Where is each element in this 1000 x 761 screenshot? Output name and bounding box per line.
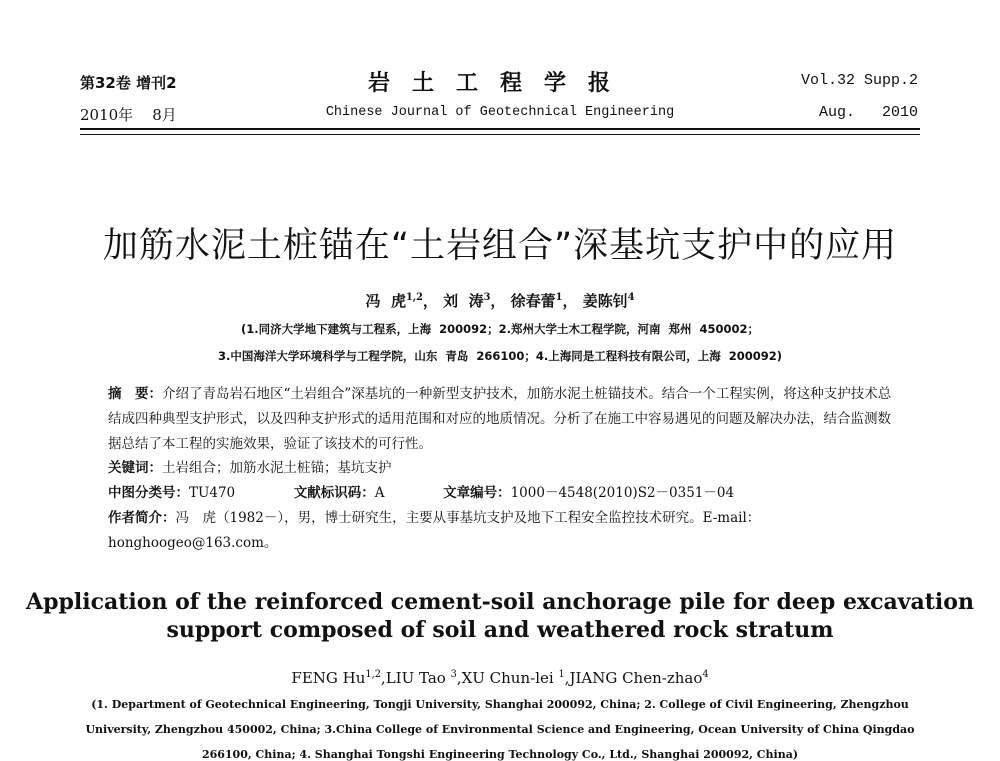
author-cn: 姜陈钊$^4$: [582, 292, 635, 310]
date-en: Aug. 2010: [818, 104, 918, 121]
abstract-label: 摘 要：: [108, 386, 162, 402]
keywords-cn: [108, 456, 898, 481]
author-bio-cn: [108, 506, 898, 556]
author-en: FENG Hu$^{1,2}$: [291, 669, 381, 687]
author-en: LIU Tao $^3$: [385, 669, 457, 687]
journal-name-cn: 岩土工程学报: [367, 70, 632, 96]
paper-title-cn: 加筋水泥土桩锚在“土岩组合”深基坑支护中的应用: [102, 226, 898, 266]
article-no-value: 1000－4548(2010)S2－0351－04: [510, 485, 735, 501]
date-cn: 2010年 8月: [80, 106, 177, 124]
author-cn: 刘 涛$^3$: [443, 292, 491, 310]
paper-title-en-line1: Application of the reinforced cement-soil anchorage pile for deep excavation: [26, 589, 974, 615]
keywords-label: 关键词：: [108, 460, 162, 476]
author-cn: 徐春蕾$^1$: [510, 292, 563, 310]
keywords-text: 土岩组合；加筋水泥土桩锚；基坑支护: [162, 460, 392, 476]
author-bio-text: 冯 虎（1982－），男，博士研究生，主要从事基坑支护及地下工程安全监控技术研究。E-mail：honghoogeo@163.com。: [108, 510, 761, 551]
paper-title-en: [0, 588, 1000, 644]
abstract-cn: [108, 382, 898, 457]
paper-title-en-line2: support composed of soil and weathered rock stratum: [166, 617, 834, 643]
clc-label: 中图分类号：: [108, 485, 189, 501]
volume-issue-en: Vol.32 Supp.2: [800, 72, 918, 89]
clc-value: TU470: [189, 485, 236, 501]
author-en: XU Chun-lei $^1$: [461, 669, 565, 687]
author-bio-label: 作者简介：: [108, 510, 176, 526]
article-no-label: 文章编号：: [443, 485, 511, 501]
journal-name-en: Chinese Journal of Geotechnical Engineering: [325, 105, 675, 120]
doc-code-value: A: [374, 485, 385, 501]
affiliation-en-line1: (1. Department of Geotechnical Engineering, Tongji University, Shanghai 200092, China; 2. College of Civil Engineering, Zhengzhou: [91, 698, 909, 711]
author-cn: 冯 虎$^{1,2}$: [365, 292, 423, 310]
doc-code-label: 文献标识码：: [293, 485, 375, 501]
affiliation-cn-line2: 3.中国海洋大学环境科学与工程学院，山东 青岛 266100；4.上海同是工程科技有限公司，上海 200092): [217, 349, 783, 363]
header-rule-thick: [80, 128, 920, 130]
classification-line: [108, 481, 898, 506]
volume-issue-cn: 第32卷 增刊2: [80, 74, 177, 92]
affiliation-en-line2: University, Zhengzhou 450002, China; 3.China College of Environmental Science and Engineering, Ocean University of China Qingdao: [85, 723, 915, 736]
author-list-cn: 冯 虎$^{1,2}$， 刘 涛$^3$， 徐春蕾$^1$， 姜陈钊$^4$: [365, 292, 635, 310]
affiliation-en-line3: 266100, China; 4. Shanghai Tongshi Engineering Technology Co., Ltd., Shanghai 200092, China): [201, 748, 799, 761]
abstract-text: 介绍了青岛岩石地区“土岩组合”深基坑的一种新型支护技术，加筋水泥土桩锚技术。结合一个工程实例，将这种支护技术总结成四种典型支护形式，以及四种支护形式的适用范围和对应的地质情况。分析了在施工中容易遇见的问题及解决办法，结合监测数据总结了本工程的实施效果，验证了该技术的可行性。: [108, 386, 892, 452]
author-list-en: FENG Hu$^{1,2}$,LIU Tao $^3$,XU Chun-lei $^1$,JIANG Chen-zhao$^4$: [291, 669, 709, 687]
header-rule-thin: [80, 134, 920, 135]
affiliation-cn-line1: (1.同济大学地下建筑与工程系，上海 200092；2.郑州大学土木工程学院，河南 郑州 450002；: [240, 322, 760, 336]
author-en: JIANG Chen-zhao$^4$: [569, 669, 709, 687]
